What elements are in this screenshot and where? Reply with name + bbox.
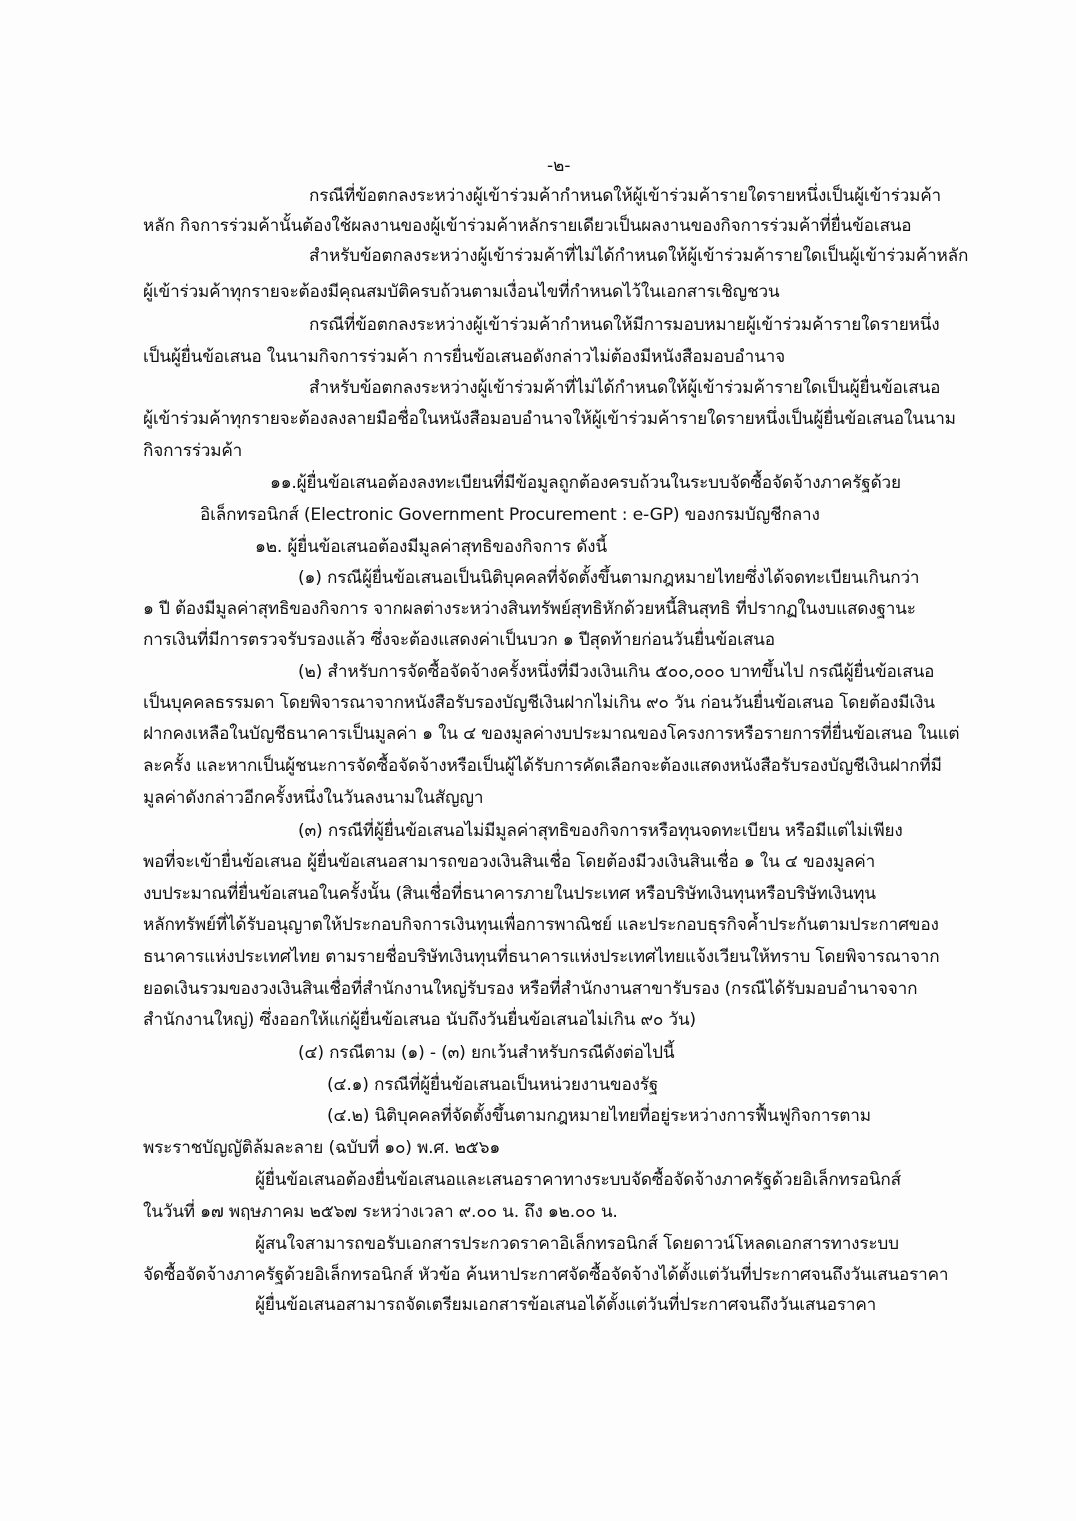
text-line: อิเล็กทรอนิกส์ (Electronic Government Procurement : e-GP) ของกรมบัญชีกลาง xyxy=(200,505,820,525)
text-line: ผู้เข้าร่วมค้าทุกรายจะต้องมีคุณสมบัติครบถ้วนตามเงื่อนไขที่กำหนดไว้ในเอกสารเชิญชวน xyxy=(143,282,780,302)
text-line: ผู้ยื่นข้อเสนอต้องยื่นข้อเสนอและเสนอราคาทางระบบจัดซื้อจัดจ้างภาครัฐด้วยอิเล็กทรอนิกส์ xyxy=(255,1170,901,1190)
text-line: กิจการร่วมค้า xyxy=(143,441,243,461)
text-line: หลักทรัพย์ที่ได้รับอนุญาตให้ประกอบกิจการเงินทุนเพื่อการพาณิชย์ และประกอบธุรกิจค้ำประกันตามประกาศของ xyxy=(143,915,939,935)
text-line: ๑๑.ผู้ยื่นข้อเสนอต้องลงทะเบียนที่มีข้อมูลถูกต้องครบถ้วนในระบบจัดซื้อจัดจ้างภาครัฐด้วย xyxy=(270,473,901,493)
page-number: -๒- xyxy=(547,156,571,176)
text-line: ในวันที่ ๑๗ พฤษภาคม ๒๕๖๗ ระหว่างเวลา ๙.๐๐ น. ถึง ๑๒.๐๐ น. xyxy=(143,1202,618,1222)
text-line: (๔.๒) นิติบุคคลที่จัดตั้งขึ้นตามกฎหมายไทยที่อยู่ระหว่างการฟื้นฟูกิจการตาม xyxy=(327,1106,871,1126)
text-line: หลัก กิจการร่วมค้านั้นต้องใช้ผลงานของผู้เข้าร่วมค้าหลักรายเดียวเป็นผลงานของกิจการร่วมค้าที่ยื่นข้อเสนอ xyxy=(143,216,912,236)
text-line: สำหรับข้อตกลงระหว่างผู้เข้าร่วมค้าที่ไม่ได้กำหนดให้ผู้เข้าร่วมค้ารายใดเป็นผู้ยื่นข้อเสนอ xyxy=(309,378,941,398)
text-line: (๑) กรณีผู้ยื่นข้อเสนอเป็นนิติบุคคลที่จัดตั้งขึ้นตามกฎหมายไทยซึ่งได้จดทะเบียนเกินกว่า xyxy=(298,568,920,588)
text-line: จัดซื้อจัดจ้างภาครัฐด้วยอิเล็กทรอนิกส์ หัวข้อ ค้นหาประกาศจัดซื้อจัดจ้างได้ตั้งแต่วันที่ประกาศจนถึงวันเสนอราคา xyxy=(143,1265,949,1285)
text-line: มูลค่าดังกล่าวอีกครั้งหนึ่งในวันลงนามในสัญญา xyxy=(143,788,484,808)
text-line: ละครั้ง และหากเป็นผู้ชนะการจัดซื้อจัดจ้างหรือเป็นผู้ได้รับการคัดเลือกจะต้องแสดงหนังสือรับรองบัญชีเงินฝากที่มี xyxy=(143,756,942,776)
text-line: ผู้สนใจสามารถขอรับเอกสารประกวดราคาอิเล็กทรอนิกส์ โดยดาวน์โหลดเอกสารทางระบบ xyxy=(255,1234,899,1254)
text-line: ผู้ยื่นข้อเสนอสามารถจัดเตรียมเอกสารข้อเสนอได้ตั้งแต่วันที่ประกาศจนถึงวันเสนอราคา xyxy=(255,1295,877,1315)
text-line: สำนักงานใหญ่) ซึ่งออกให้แก่ผู้ยื่นข้อเสนอ นับถึงวันยื่นข้อเสนอไม่เกิน ๙๐ วัน) xyxy=(143,1010,696,1030)
text-line: ๑ ปี ต้องมีมูลค่าสุทธิของกิจการ จากผลต่างระหว่างสินทรัพย์สุทธิหักด้วยหนี้สินสุทธิ ที่ปรากฏในงบแสดงฐานะ xyxy=(143,599,916,619)
text-line: (๔) กรณีตาม (๑) - (๓) ยกเว้นสำหรับกรณีดังต่อไปนี้ xyxy=(298,1043,675,1063)
text-line: งบประมาณที่ยื่นข้อเสนอในครั้งนั้น (สินเชื่อที่ธนาคารภายในประเทศ หรือบริษัทเงินทุนหรือบริษัทเงินทุน xyxy=(143,884,876,904)
text-line: ฝากคงเหลือในบัญชีธนาคารเป็นมูลค่า ๑ ใน ๔ ของมูลค่างบประมาณของโครงการหรือรายการที่ยื่นข้อเสนอ ในแต่ xyxy=(143,724,960,744)
text-line: ยอดเงินรวมของวงเงินสินเชื่อที่สำนักงานใหญ่รับรอง หรือที่สำนักงานสาขารับรอง (กรณีได้รับมอบอำนาจจาก xyxy=(143,979,918,999)
text-line: (๓) กรณีที่ผู้ยื่นข้อเสนอไม่มีมูลค่าสุทธิของกิจการหรือทุนจดทะเบียน หรือมีแต่ไม่เพียง xyxy=(298,821,903,841)
text-line: พระราชบัญญัติล้มละลาย (ฉบับที่ ๑๐) พ.ศ. ๒๕๖๑ xyxy=(143,1138,501,1158)
text-line: พอที่จะเข้ายื่นข้อเสนอ ผู้ยื่นข้อเสนอสามารถขอวงเงินสินเชื่อ โดยต้องมีวงเงินสินเชื่อ ๑ ใน ๔ ของมูลค่า xyxy=(143,852,876,872)
text-line: สำหรับข้อตกลงระหว่างผู้เข้าร่วมค้าที่ไม่ได้กำหนดให้ผู้เข้าร่วมค้ารายใดเป็นผู้เข้าร่วมค้าหลัก xyxy=(309,246,969,266)
text-line: ๑๒. ผู้ยื่นข้อเสนอต้องมีมูลค่าสุทธิของกิจการ ดังนี้ xyxy=(255,537,607,557)
text-line: ผู้เข้าร่วมค้าทุกรายจะต้องลงลายมือชื่อในหนังสือมอบอำนาจให้ผู้เข้าร่วมค้ารายใดรายหนึ่งเป็นผู้ยื่นข้อเสนอในนาม xyxy=(143,409,956,429)
text-line: (๒) สำหรับการจัดซื้อจัดจ้างครั้งหนึ่งที่มีวงเงินเกิน ๕๐๐,๐๐๐ บาทขึ้นไป กรณีผู้ยื่นข้อเสนอ xyxy=(298,662,935,682)
text-line: กรณีที่ข้อตกลงระหว่างผู้เข้าร่วมค้ากำหนดให้ผู้เข้าร่วมค้ารายใดรายหนึ่งเป็นผู้เข้าร่วมค้า xyxy=(309,186,941,206)
text-line: เป็นผู้ยื่นข้อเสนอ ในนามกิจการร่วมค้า การยื่นข้อเสนอดังกล่าวไม่ต้องมีหนังสือมอบอำนาจ xyxy=(143,347,785,367)
text-line: เป็นบุคคลธรรมดา โดยพิจารณาจากหนังสือรับรองบัญชีเงินฝากไม่เกิน ๙๐ วัน ก่อนวันยื่นข้อเสนอ โดยต้องมีเงิน xyxy=(143,693,935,713)
text-line: กรณีที่ข้อตกลงระหว่างผู้เข้าร่วมค้ากำหนดให้มีการมอบหมายผู้เข้าร่วมค้ารายใดรายหนึ่ง xyxy=(309,315,940,335)
text-line: ธนาคารแห่งประเทศไทย ตามรายชื่อบริษัทเงินทุนที่ธนาคารแห่งประเทศไทยแจ้งเวียนให้ทราบ โดยพิจารณาจาก xyxy=(143,947,940,967)
text-line: (๔.๑) กรณีที่ผู้ยื่นข้อเสนอเป็นหน่วยงานของรัฐ xyxy=(327,1075,659,1095)
text-line: การเงินที่มีการตรวจรับรองแล้ว ซึ่งจะต้องแสดงค่าเป็นบวก ๑ ปีสุดท้ายก่อนวันยื่นข้อเสนอ xyxy=(143,630,775,650)
